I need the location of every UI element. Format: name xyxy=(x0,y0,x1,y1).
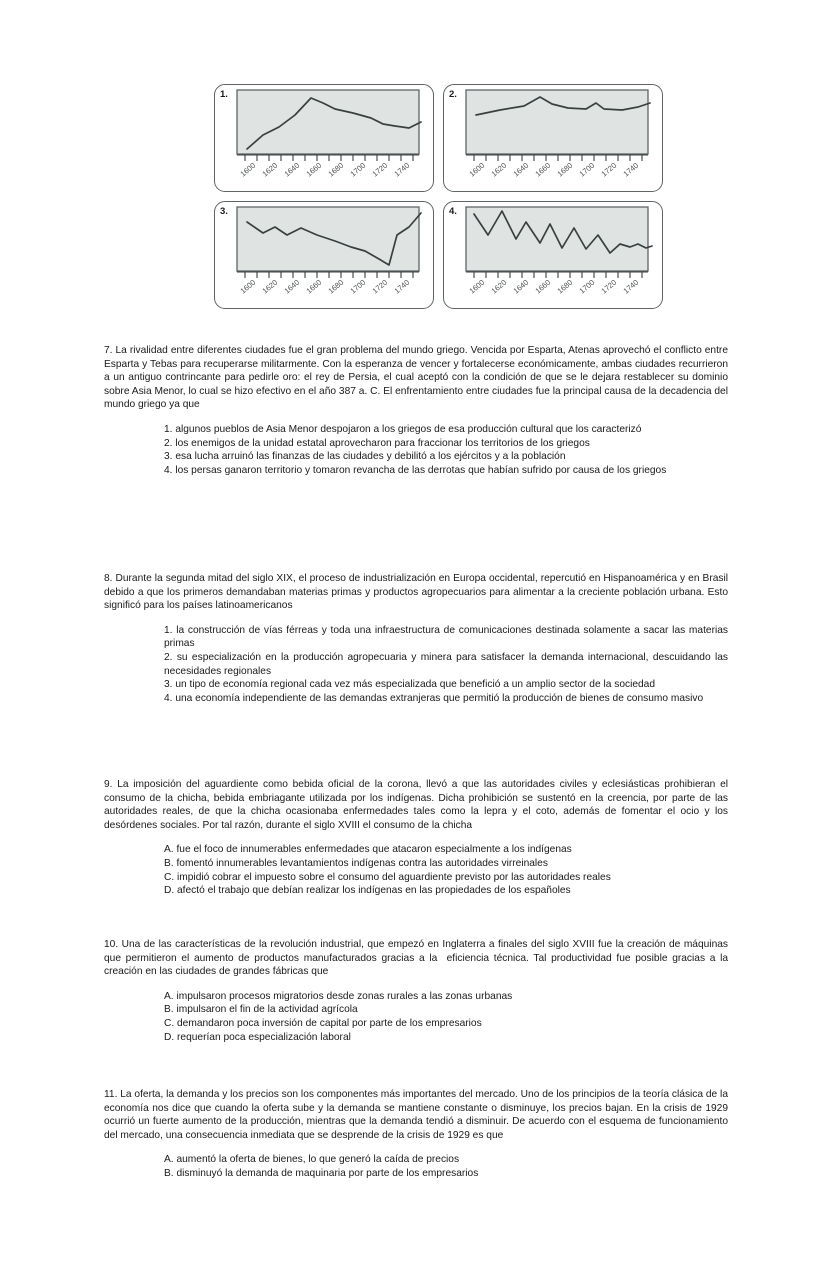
question-8 xyxy=(104,572,731,705)
chart-1-tick-5: 1700 xyxy=(348,160,368,179)
question-8-options xyxy=(164,624,731,706)
chart-4-tick-5: 1700 xyxy=(577,277,597,296)
chart-3-tick-3: 1660 xyxy=(304,277,324,296)
question-10-options xyxy=(164,990,728,1044)
question-7-option-4[interactable]: 4. los persas ganaron territorio y tomaron revancha de las derrotas que habían sufrido por causa de los griegos xyxy=(164,464,667,476)
chart-2-tick-6: 1720 xyxy=(599,160,619,179)
chart-4-tick-7: 1740 xyxy=(621,277,641,296)
question-11-stem: 11. La oferta, la demanda y los precios son los componentes más importantes del mercado. Uno de los principios de la teoría clásica de la economía nos dice que cuando la oferta sube y la demanda se mantiene constante o disminuye, los precios bajan. En la crisis de 1929 ocurrió un fuerte aumento de la producción, mientras que la demanda tendió a disminuir. De acuerdo con el esquema de funcionamiento del mercado, una consecuencia inmediata que se desprende de la crisis de 1929 es que xyxy=(104,1089,731,1141)
chart-2-axis-ticks xyxy=(466,155,648,161)
chart-2-tick-labels xyxy=(468,161,641,179)
question-9-option-a[interactable]: A. fue el foco de innumerables enfermedades que atacaron especialmente a los indígenas xyxy=(164,844,572,856)
chart-4-tick-2: 1640 xyxy=(511,277,531,296)
chart-2-tick-0: 1600 xyxy=(467,160,487,179)
chart-4-svg xyxy=(462,202,662,306)
question-9-option-d[interactable]: D. afectó el trabajo que debían realizar los indígenas en las propiedades de los españoles xyxy=(164,885,571,897)
chart-3-axis-ticks xyxy=(237,272,419,278)
chart-2-body xyxy=(462,85,662,191)
charts-figure xyxy=(214,84,664,318)
question-8-option-4[interactable]: 4. una economía independiente de las demandas extranjeras que permitió la producción de bienes de consumo masivo xyxy=(164,692,704,704)
chart-2-tick-5: 1700 xyxy=(577,160,597,179)
chart-2-tick-1: 1620 xyxy=(489,160,509,179)
chart-3-tick-labels xyxy=(239,278,412,296)
chart-card-1 xyxy=(214,84,434,192)
chart-1-tick-7: 1740 xyxy=(392,160,412,179)
question-9 xyxy=(104,778,731,898)
chart-card-4 xyxy=(443,201,663,309)
question-10-option-b[interactable]: B. impulsaron el fin de la actividad agrícola xyxy=(164,1004,358,1016)
chart-1-tick-2: 1640 xyxy=(282,160,302,179)
question-11-options xyxy=(164,1153,728,1180)
chart-1-body xyxy=(233,85,433,191)
chart-1-plot-area xyxy=(237,90,419,154)
chart-4-tick-6: 1720 xyxy=(599,277,619,296)
chart-1-tick-1: 1620 xyxy=(260,160,280,179)
chart-1-axis-ticks xyxy=(237,155,419,161)
chart-3-tick-6: 1720 xyxy=(370,277,390,296)
question-8-stem: 8. Durante la segunda mitad del siglo XIX, el proceso de industrialización en Europa occidental, repercutió en Hispanoamérica y en Brasil debido a que los primeros demandaban materias primas y productos agropecuarios para alimentar a la creciente población urbana. Esto significó para los países latinoamericanos xyxy=(104,573,731,612)
question-7-option-3[interactable]: 3. esa lucha arruinó las finanzas de las ciudades y debilitó a los ejércitos y a la población xyxy=(164,451,566,463)
chart-4-axis-ticks xyxy=(466,272,648,278)
chart-3-tick-5: 1700 xyxy=(348,277,368,296)
chart-card-2 xyxy=(443,84,663,192)
chart-2-svg xyxy=(462,85,662,189)
question-7-option-2[interactable]: 2. los enemigos de la unidad estatal aprovecharon para fraccionar los territorios de los griegos xyxy=(164,437,590,449)
chart-1-tick-6: 1720 xyxy=(370,160,390,179)
question-8-option-1[interactable]: 1. la construcción de vías férreas y toda una infraestructura de comunicaciones destinada solamente a sacar las materias primas xyxy=(164,624,731,650)
chart-1-tick-3: 1660 xyxy=(304,160,324,179)
question-10-stem: 10. Una de las características de la revolución industrial, que empezó en Inglaterra a finales del siglo XVIII fue la creación de máquinas que permitieron el aumento de productos manufacturados gracias a la eficiencia técnica. Tal productividad fue posible gracias a la creación en las ciudades de grandes fábricas que xyxy=(104,939,731,978)
chart-4-tick-labels xyxy=(468,278,641,296)
question-11-option-a[interactable]: A. aumentó la oferta de bienes, lo que generó la caída de precios xyxy=(164,1154,460,1166)
chart-1-tick-4: 1680 xyxy=(326,160,346,179)
question-9-option-c[interactable]: C. impidió cobrar el impuesto sobre el consumo del aguardiente previsto por las autoridades reales xyxy=(164,871,611,883)
question-10-option-a[interactable]: A. impulsaron procesos migratorios desde zonas rurales a las zonas urbanas xyxy=(164,990,513,1002)
chart-2-tick-2: 1640 xyxy=(511,160,531,179)
chart-2-index: 2. xyxy=(449,89,457,100)
question-11-option-b[interactable]: B. disminuyó la demanda de maquinaria por parte de los empresarios xyxy=(164,1167,479,1179)
chart-3-tick-2: 1640 xyxy=(282,277,302,296)
chart-4-tick-1: 1620 xyxy=(489,277,509,296)
question-10-option-d[interactable]: D. requerían poca especialización laboral xyxy=(164,1031,351,1043)
question-7-option-1[interactable]: 1. algunos pueblos de Asia Menor despojaron a los griegos de esa producción cultural que los caracterizó xyxy=(164,423,642,435)
chart-4-tick-4: 1680 xyxy=(555,277,575,296)
charts-row-bottom xyxy=(214,201,664,309)
chart-3-body xyxy=(233,202,433,308)
chart-2-tick-3: 1660 xyxy=(533,160,553,179)
chart-4-tick-0: 1600 xyxy=(467,277,487,296)
chart-4-index: 4. xyxy=(449,206,457,217)
chart-2-tick-7: 1740 xyxy=(621,160,641,179)
chart-3-index: 3. xyxy=(220,206,228,217)
chart-2-tick-4: 1680 xyxy=(555,160,575,179)
chart-4-tick-3: 1660 xyxy=(533,277,553,296)
chart-1-tick-0: 1600 xyxy=(238,160,258,179)
chart-3-tick-4: 1680 xyxy=(326,277,346,296)
question-7-stem: 7. La rivalidad entre diferentes ciudades fue el gran problema del mundo griego. Vencida por Esparta, Atenas aprovechó el conflicto entre Esparta y Tebas para recuperarse militarmente. Con la esperanza de vencer y fortalecerse económicamente, ambas ciudades recurrieron a un antiguo contrincante para pedirle oro: el rey de Persia, el cual aceptó con la condición de que se le dejara restablecer su dominio sobre Asia Menor, lo cual se hizo efectivo en el año 387 a. C. El enfrentamiento entre ciudades fue la principal causa de la decadencia del mundo griego ya que xyxy=(104,345,731,411)
question-11 xyxy=(104,1088,731,1181)
question-9-options xyxy=(164,843,728,897)
charts-row-top xyxy=(214,84,664,192)
chart-4-body xyxy=(462,202,662,308)
chart-3-tick-7: 1740 xyxy=(392,277,412,296)
chart-2-plot-area xyxy=(466,90,648,154)
question-10 xyxy=(104,938,731,1044)
question-9-stem: 9. La imposición del aguardiente como bebida oficial de la corona, llevó a que las autoridades civiles y eclesiásticas prohibieran el consumo de la chicha, bebida embriagante utilizada por los indígenas. Dicha prohibición se sustentó en la creencia, por parte de las autoridades reales, de que la chicha ocasionaba enfermedades tales como la lepra y el coto, además de fomentar el ocio y los desórdenes sociales. Por tal razón, durante el siglo XVIII el consumo de la chicha xyxy=(104,779,731,831)
question-9-option-b[interactable]: B. fomentó innumerables levantamientos indígenas contra las autoridades virreinales xyxy=(164,857,548,869)
question-8-option-3[interactable]: 3. un tipo de economía regional cada vez más especializada que benefició a un amplio sector de la sociedad xyxy=(164,679,656,691)
question-8-option-2[interactable]: 2. su especialización en la producción agropecuaria y minera para satisfacer la demanda internacional, descuidando las necesidades regionales xyxy=(164,651,731,677)
chart-1-svg xyxy=(233,85,433,189)
chart-3-tick-0: 1600 xyxy=(238,277,258,296)
question-7 xyxy=(104,344,731,477)
chart-1-tick-labels xyxy=(239,161,412,179)
chart-3-svg xyxy=(233,202,433,306)
chart-1-index: 1. xyxy=(220,89,228,100)
question-10-option-c[interactable]: C. demandaron poca inversión de capital por parte de los empresarios xyxy=(164,1017,482,1029)
question-7-options xyxy=(164,423,728,477)
chart-3-tick-1: 1620 xyxy=(260,277,280,296)
chart-card-3 xyxy=(214,201,434,309)
